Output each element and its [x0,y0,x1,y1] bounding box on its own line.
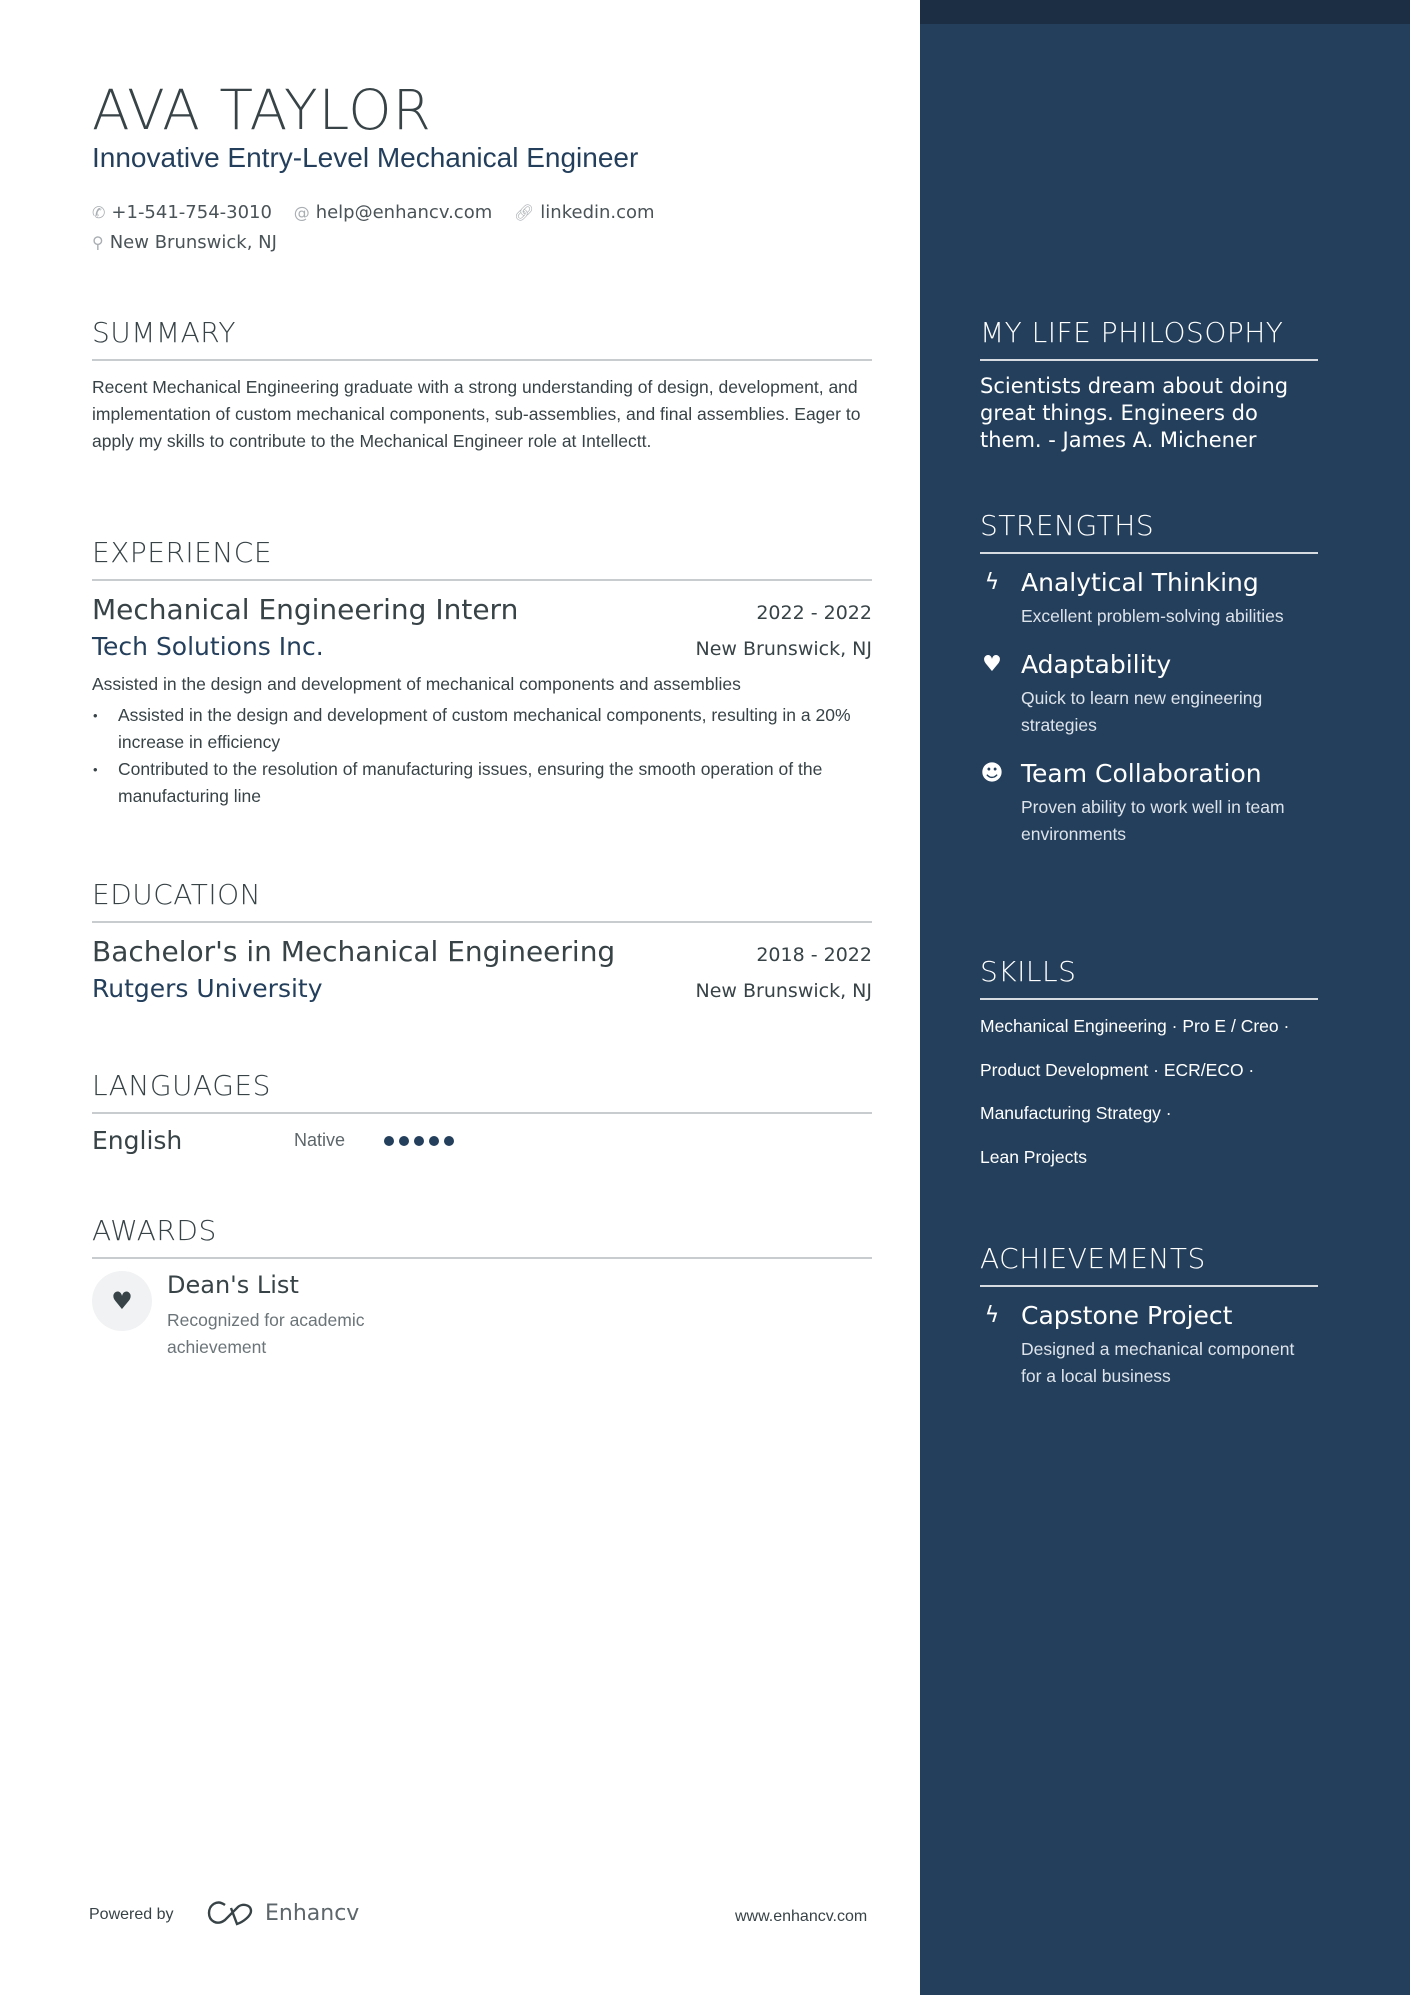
achievement-description: Designed a mechanical component for a local business [1021,1339,1295,1386]
location [92,232,277,253]
language-level: Native [294,1130,346,1150]
section-heading: EDUCATION [92,878,872,923]
job-role: Mechanical Engineering Intern [92,593,519,626]
link-icon: 🔗︎ [513,203,535,222]
achievement-title: Capstone Project [1021,1301,1233,1330]
contact-info [92,198,872,258]
bullet: • Assisted in the design and development of custom mechanical components, resulting in a 20% increase in efficiency [118,702,872,756]
section-heading: SUMMARY [92,316,872,361]
section-heading: SKILLS [980,955,1318,1000]
bolt-icon: ϟ [984,1303,1000,1328]
proficiency-dot [384,1136,394,1146]
strength-description: Excellent problem-solving abilities [1021,606,1284,626]
job-description: Assisted in the design and development of mechanical components and assemblies [92,674,741,694]
skill-line: Lean Projects [980,1146,1088,1167]
powered-by: Powered by [89,1906,174,1923]
email-text[interactable]: help@enhancv.com [315,202,493,223]
location-text: New Brunswick, NJ [109,232,277,253]
proficiency-dots [384,1131,459,1150]
section-heading: AWARDS [92,1214,872,1259]
award-description: Recognized for academic achievement [167,1310,365,1357]
enhancv-logo[interactable] [207,1900,359,1926]
experience-section [92,536,872,810]
skills-section [980,955,1340,1179]
location-pin-icon: ⚲ [92,233,104,252]
sidebar-top-bar [920,0,1410,24]
section-heading: ACHIEVEMENTS [980,1242,1318,1287]
proficiency-dot [414,1136,424,1146]
phone [92,202,272,223]
strength-title: Adaptability [1021,650,1172,679]
skill-line: Product Development · ECR/ECO · [980,1059,1255,1080]
achievements-section [980,1242,1318,1390]
phone-text: +1-541-754-3010 [111,202,272,223]
bolt-icon: ϟ [984,570,1000,595]
email[interactable] [294,202,493,223]
link[interactable] [514,202,655,223]
skill-line: Manufacturing Strategy · [980,1103,1172,1123]
philosophy-quote: Scientists dream about doing great things. Engineers do them. - James A. Michener [980,374,1289,452]
proficiency-dot [444,1136,454,1146]
brand-name: Enhancv [265,1900,360,1926]
proficiency-dot [429,1136,439,1146]
philosophy-section [980,316,1318,454]
heart-icon: ♥ [92,1271,152,1331]
achievement-item [980,1301,1318,1390]
phone-icon: ✆ [92,203,106,222]
proficiency-dot [399,1136,409,1146]
edu-dates: 2018 - 2022 [756,944,872,966]
bullet: • Contributed to the resolution of manufacturing issues, ensuring the smooth operation of the manufacturing line [118,756,872,810]
section-heading: EXPERIENCE [92,536,872,581]
heart-icon: ♥ [982,652,1002,677]
candidate-name: AVA TAYLOR [92,78,432,142]
strength-item [980,568,1318,630]
language-name: English [92,1126,183,1155]
school-name: Rutgers University [92,974,323,1003]
strength-title: Team Collaboration [1021,759,1262,788]
section-heading: MY LIFE PHILOSOPHY [980,316,1318,361]
head-icon: ☻ [980,761,1004,786]
summary-section [92,316,872,455]
section-heading: STRENGTHS [980,509,1318,554]
footer-url[interactable]: www.enhancv.com [735,1908,868,1925]
strength-item [980,759,1318,848]
link-text[interactable]: linkedin.com [540,202,655,223]
education-section [92,878,872,1003]
strength-description: Quick to learn new engineering strategies [1021,688,1263,735]
strength-title: Analytical Thinking [1021,568,1259,597]
enhancv-logo-icon [207,1900,255,1926]
languages-section [92,1069,872,1155]
job-location: New Brunswick, NJ [695,638,872,660]
skill-line: Mechanical Engineering · Pro E / Creo · [980,1016,1290,1036]
job-bullets [92,702,872,810]
candidate-title: Innovative Entry-Level Mechanical Engineer [92,142,639,173]
awards-section [92,1214,872,1361]
strength-description: Proven ability to work well in team environments [1021,797,1285,844]
company-name: Tech Solutions Inc. [92,632,324,661]
job-dates: 2022 - 2022 [756,602,872,624]
edu-location: New Brunswick, NJ [695,980,872,1002]
degree: Bachelor's in Mechanical Engineering [92,935,616,968]
strength-item [980,650,1318,739]
section-heading: LANGUAGES [92,1069,872,1114]
award-title: Dean's List [167,1271,299,1299]
summary-text: Recent Mechanical Engineering graduate with a strong understanding of design, development, and implementation of custom mechanical components, sub-assemblies, and final assemblies. Eager to apply my skills to contribute to the Mechanical Engineer role at Intellectt. [92,377,861,451]
strengths-section [980,509,1318,848]
at-icon: @ [293,203,310,222]
